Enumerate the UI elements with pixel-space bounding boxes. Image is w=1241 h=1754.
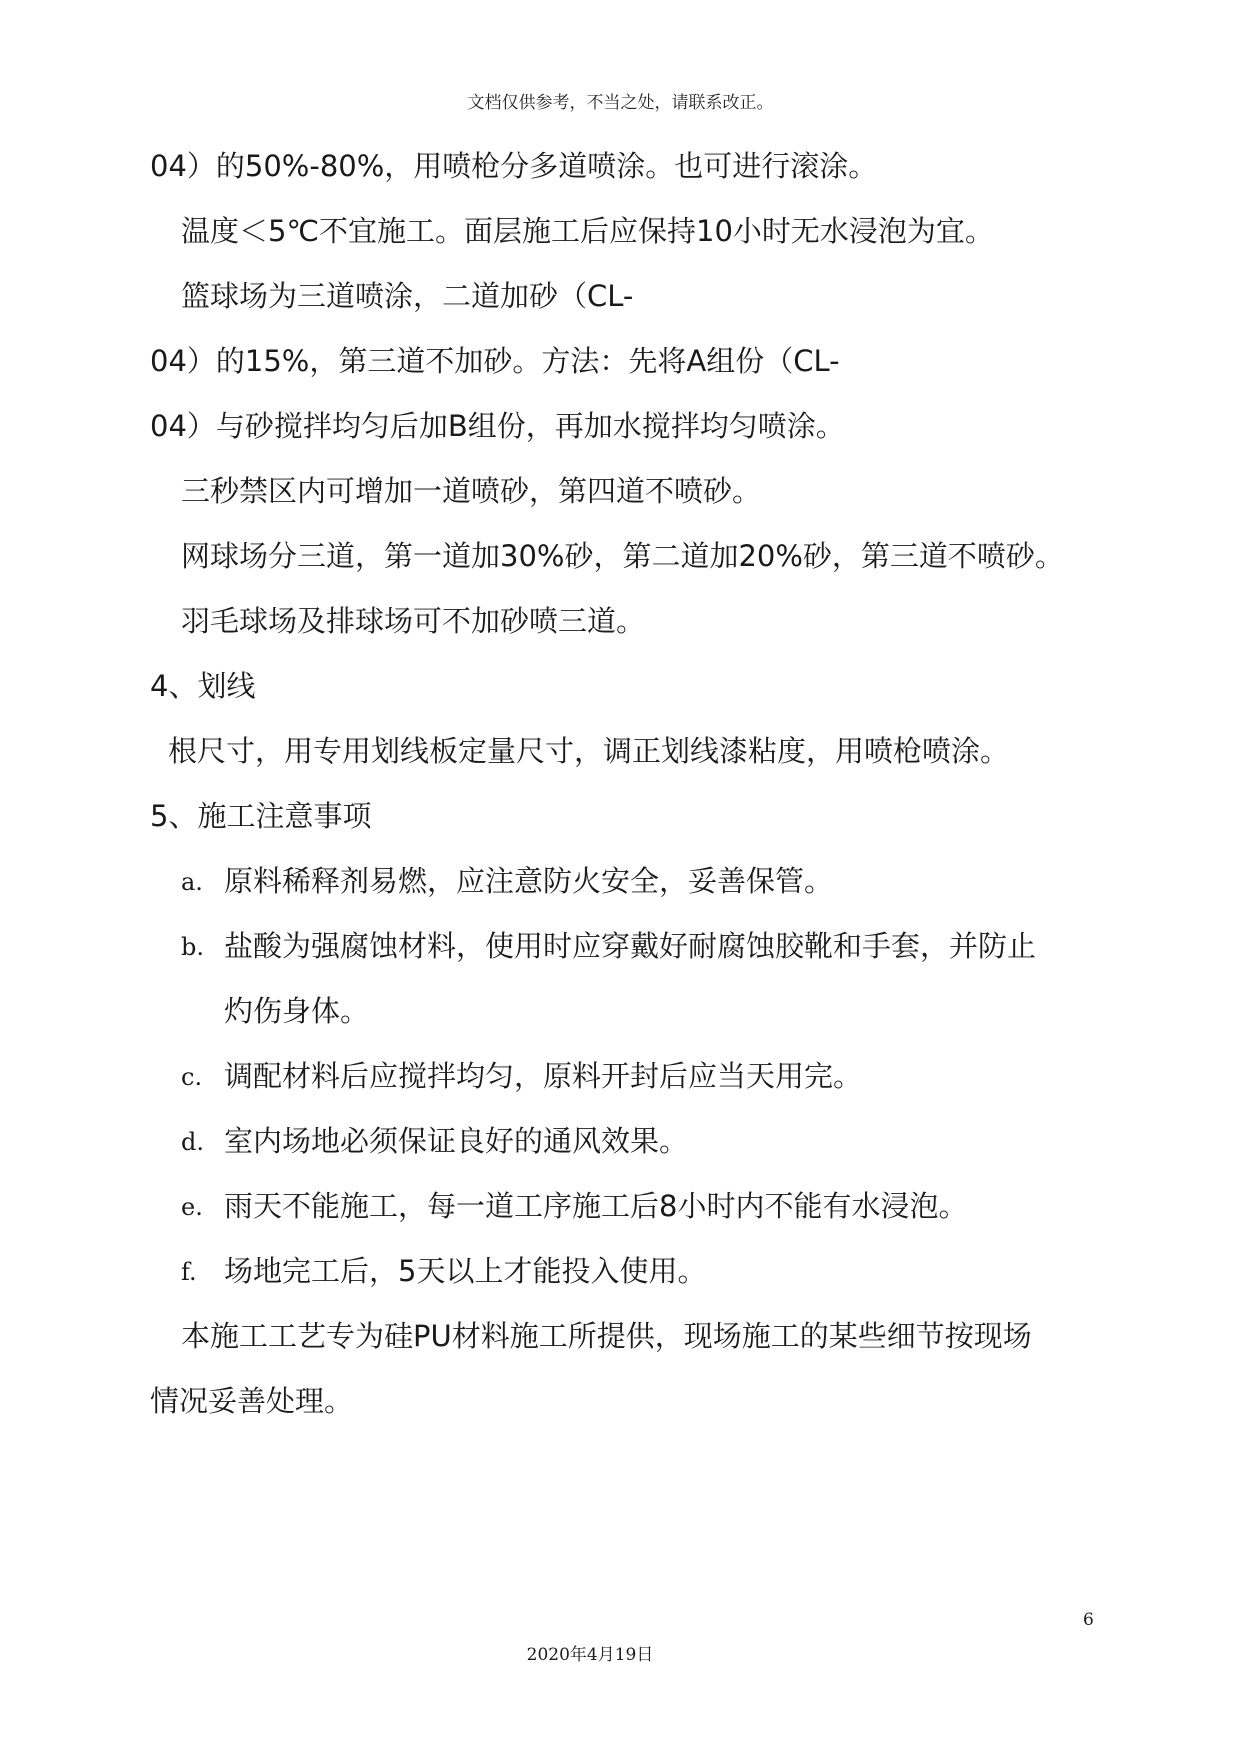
closing-line-2: 情况妥善处理。 (150, 1384, 354, 1418)
page-header: 文档仅供参考，不当之处，请联系改正。 (467, 93, 774, 113)
list-marker-a: a. (181, 868, 203, 896)
list-marker-d: d. (181, 1128, 204, 1156)
list-marker-c: c. (181, 1063, 203, 1091)
section-4-text: 根尺寸，用专用划线板定量尺寸，调正划线漆粘度，用喷枪喷涂。 (168, 734, 1010, 768)
list-item-c: 调配材料后应搅拌均匀，原料开封后应当天用完。 (224, 1059, 863, 1093)
list-item-a: 原料稀释剂易燃，应注意防火安全，妥善保管。 (224, 864, 834, 898)
body-line-1: 04）的50%-80%，用喷枪分多道喷涂。也可进行滚涂。 (150, 149, 878, 183)
list-item-e: 雨天不能施工，每一道工序施工后8小时内不能有水浸泡。 (224, 1189, 968, 1223)
list-marker-b: b. (181, 933, 204, 961)
closing-line-1: 本施工工艺专为硅PU材料施工所提供，现场施工的某些细节按现场 (181, 1319, 1032, 1353)
section-5-heading: 5、施工注意事项 (150, 799, 372, 833)
section-4-heading: 4、划线 (150, 669, 256, 703)
list-item-d: 室内场地必须保证良好的通风效果。 (224, 1124, 689, 1158)
body-line-6: 三秒禁区内可增加一道喷砂，第四道不喷砂。 (181, 474, 762, 508)
body-line-3: 篮球场为三道喷涂，二道加砂（CL- (181, 279, 634, 313)
list-item-b-continued: 灼伤身体。 (224, 994, 370, 1028)
list-marker-f: f. (181, 1258, 197, 1286)
body-line-7: 网球场分三道，第一道加30%砂，第二道加20%砂，第三道不喷砂。 (181, 539, 1064, 573)
body-line-5: 04）与砂搅拌均匀后加B组份，再加水搅拌均匀喷涂。 (150, 409, 845, 443)
footer-date: 2020年4月19日 (526, 1645, 654, 1665)
list-item-f: 场地完工后，5天以上才能投入使用。 (224, 1254, 707, 1288)
page-number: 6 (1083, 1610, 1094, 1630)
list-marker-e: e. (181, 1193, 203, 1221)
body-line-2: 温度＜5℃不宜施工。面层施工后应保持10小时无水浸泡为宜。 (181, 214, 994, 248)
body-line-4: 04）的15%，第三道不加砂。方法：先将A组份（CL- (150, 344, 840, 378)
list-item-b: 盐酸为强腐蚀材料，使用时应穿戴好耐腐蚀胶靴和手套，并防止 (224, 929, 1037, 963)
body-line-8: 羽毛球场及排球场可不加砂喷三道。 (181, 604, 646, 638)
